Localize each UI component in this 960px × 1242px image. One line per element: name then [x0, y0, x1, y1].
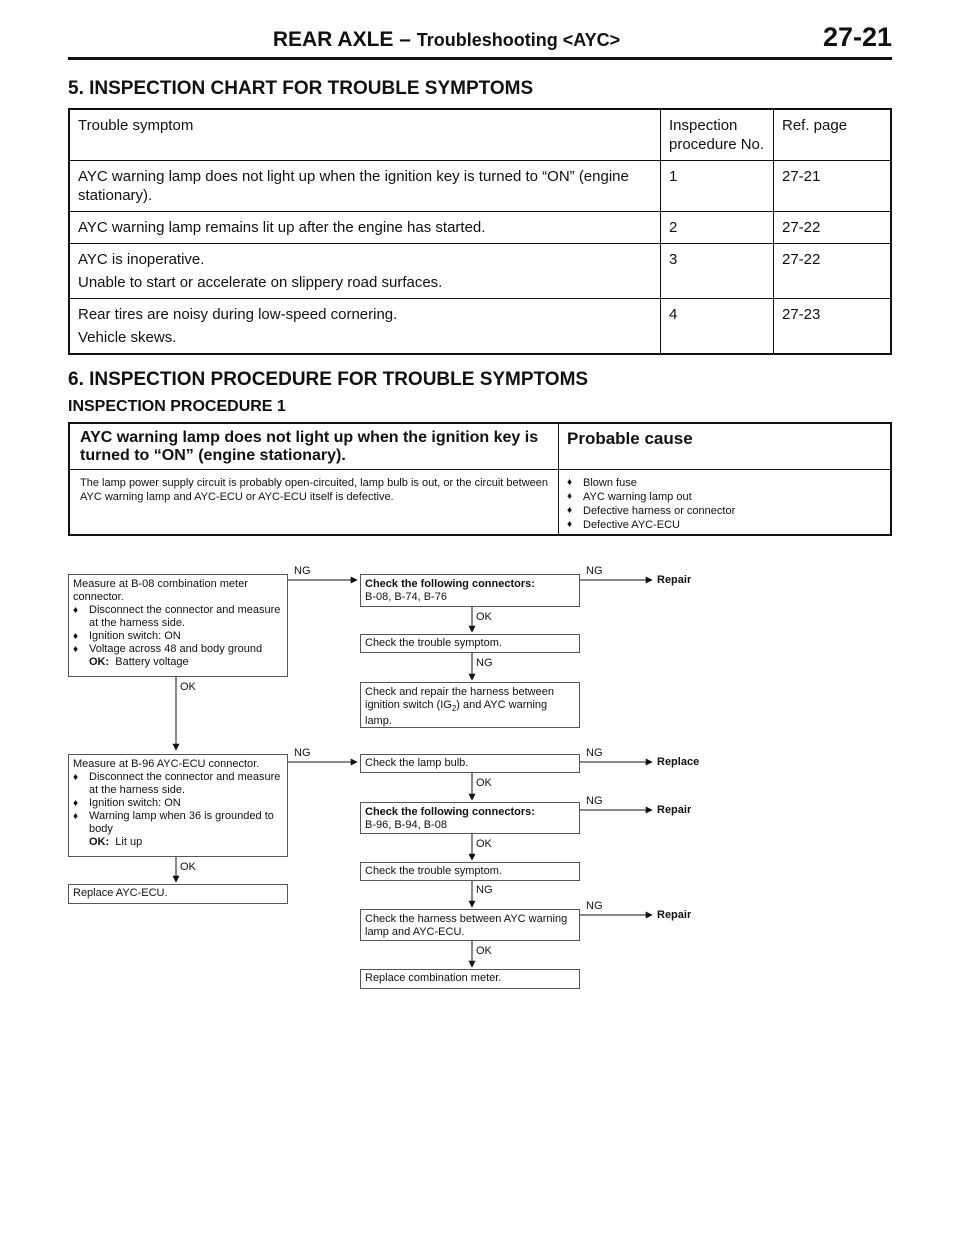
- ok-value: Battery voltage: [115, 656, 189, 668]
- step-ok-criteria: [73, 656, 283, 669]
- ok-value: Lit up: [115, 836, 143, 848]
- ok-label: OK: [180, 861, 196, 873]
- step-bullet: ♦ Voltage across 48 and body ground: [73, 643, 283, 656]
- chart-header-symptom: Trouble symptom: [69, 109, 661, 161]
- ok-label: OK: [180, 681, 196, 693]
- flow-step-measure-b96: [68, 754, 288, 857]
- header-title-separator: –: [393, 28, 417, 51]
- step-text: Check the harness between AYC warning lamp and AYC-ECU.: [365, 913, 568, 938]
- symptom-line: Vehicle skews.: [78, 329, 177, 346]
- ok-label: OK: [476, 777, 492, 789]
- chart-cell-procedure: 1: [661, 161, 774, 212]
- ng-label: NG: [586, 565, 603, 577]
- ok-label: OK: [476, 838, 492, 850]
- step-text: Check the trouble symptom.: [365, 637, 502, 649]
- ng-label: NG: [294, 565, 311, 577]
- chart-cell-page: 27-22: [774, 244, 892, 299]
- step-text-subscript: 2: [451, 704, 457, 714]
- result-repair: Repair: [657, 574, 692, 586]
- step-text: Replace combination meter.: [365, 972, 502, 984]
- symptom-line: AYC warning lamp remains lit up after the engine has started.: [78, 219, 486, 236]
- step-text: ) and AYC warning lamp.: [365, 699, 548, 728]
- chart-cell-page: 27-23: [774, 299, 892, 355]
- step-text: Check the trouble symptom.: [365, 865, 502, 877]
- step-bullet: ♦ Disconnect the connector and measure at the harness side.: [73, 604, 283, 630]
- header-title-main: REAR AXLE: [272, 28, 394, 51]
- chart-cell-page: 27-21: [774, 161, 892, 212]
- page-number: 27-21: [822, 22, 892, 52]
- step-title: Check the following connectors:: [365, 806, 535, 818]
- step-text: Check and repair the harness between ignition switch (IG: [365, 686, 554, 711]
- step-bullet: ♦ Warning lamp when 36 is grounded to body: [73, 810, 283, 836]
- symptom-line: Rear tires are noisy during low-speed cornering.: [78, 306, 398, 323]
- ng-label: NG: [586, 900, 603, 912]
- step-ok-criteria: [73, 836, 283, 849]
- ok-label: OK:: [89, 836, 110, 848]
- ok-label: OK: [476, 611, 492, 623]
- list-item: ♦ AYC warning lamp out: [567, 490, 735, 504]
- ok-label: OK:: [89, 656, 110, 668]
- procedure-title: AYC warning lamp does not light up when the ignition key is turned to “ON” (engine stationary).: [80, 429, 539, 464]
- symptom-line: AYC warning lamp does not light up when the ignition key is turned to “ON” (engine stationary).: [78, 168, 629, 204]
- flow-step-replace-ecu: [68, 884, 288, 904]
- step-text: Check the lamp bulb.: [365, 757, 469, 769]
- probable-cause-heading: Probable cause: [567, 429, 693, 448]
- flow-step-check-connectors-1: [360, 574, 580, 607]
- chart-cell-procedure: 4: [661, 299, 774, 355]
- result-repair: Repair: [657, 804, 692, 816]
- flow-step-measure-b08: [68, 574, 288, 677]
- ok-label: OK: [476, 945, 492, 957]
- step-title: Check the following connectors:: [365, 578, 535, 590]
- step-text: Measure at B-96 AYC-ECU connector.: [73, 758, 260, 770]
- ng-label: NG: [476, 657, 493, 669]
- step-text: Replace AYC-ECU.: [73, 887, 168, 899]
- chart-header-procedure: Inspection procedure No.: [661, 109, 774, 161]
- step-bullet: ♦ Disconnect the connector and measure at the harness side.: [73, 771, 283, 797]
- flow-step-check-symptom-2: [360, 862, 580, 881]
- ng-label: NG: [586, 795, 603, 807]
- chart-cell-procedure: 2: [661, 212, 774, 244]
- step-bullet: ♦ Ignition switch: ON: [73, 797, 283, 810]
- section5-heading: 5. INSPECTION CHART FOR TROUBLE SYMPTOMS: [68, 78, 534, 99]
- list-item: ♦ Defective harness or connector: [567, 504, 735, 518]
- list-item: ♦ Defective AYC-ECU: [567, 518, 735, 532]
- flow-step-check-lamp-bulb: [360, 754, 580, 773]
- flow-step-check-harness-lamp-ecu: [360, 909, 580, 941]
- chart-cell-page: 27-22: [774, 212, 892, 244]
- result-repair: Repair: [657, 909, 692, 921]
- flow-step-check-connectors-2: [360, 802, 580, 834]
- symptom-line: AYC is inoperative.: [78, 251, 205, 268]
- header-title-sub: Troubleshooting <AYC>: [416, 30, 621, 50]
- procedure-description: The lamp power supply circuit is probably open-circuited, lamp bulb is out, or the circuit between AYC warning lamp and AYC-ECU or AYC-ECU itself is defective.: [80, 477, 548, 503]
- ng-label: NG: [476, 884, 493, 896]
- step-text: Measure at B-08 combination meter connector.: [73, 578, 248, 603]
- symptom-line: Unable to start or accelerate on slippery road surfaces.: [78, 274, 443, 291]
- step-text: B-96, B-94, B-08: [365, 819, 447, 831]
- chart-cell-procedure: 3: [661, 244, 774, 299]
- step-text: B-08, B-74, B-76: [365, 591, 447, 603]
- ng-label: NG: [294, 747, 311, 759]
- procedure-subheading: INSPECTION PROCEDURE 1: [68, 398, 286, 415]
- flow-step-check-symptom-1: [360, 634, 580, 653]
- result-replace: Replace: [657, 756, 700, 768]
- step-bullet: ♦ Ignition switch: ON: [73, 630, 283, 643]
- flow-step-replace-meter: [360, 969, 580, 989]
- section6-heading: 6. INSPECTION PROCEDURE FOR TROUBLE SYMPTOMS: [68, 369, 589, 390]
- chart-header-page: Ref. page: [782, 117, 848, 134]
- flow-step-repair-harness-ig2: [360, 682, 580, 728]
- ng-label: NG: [586, 747, 603, 759]
- list-item: ♦ Blown fuse: [567, 476, 735, 490]
